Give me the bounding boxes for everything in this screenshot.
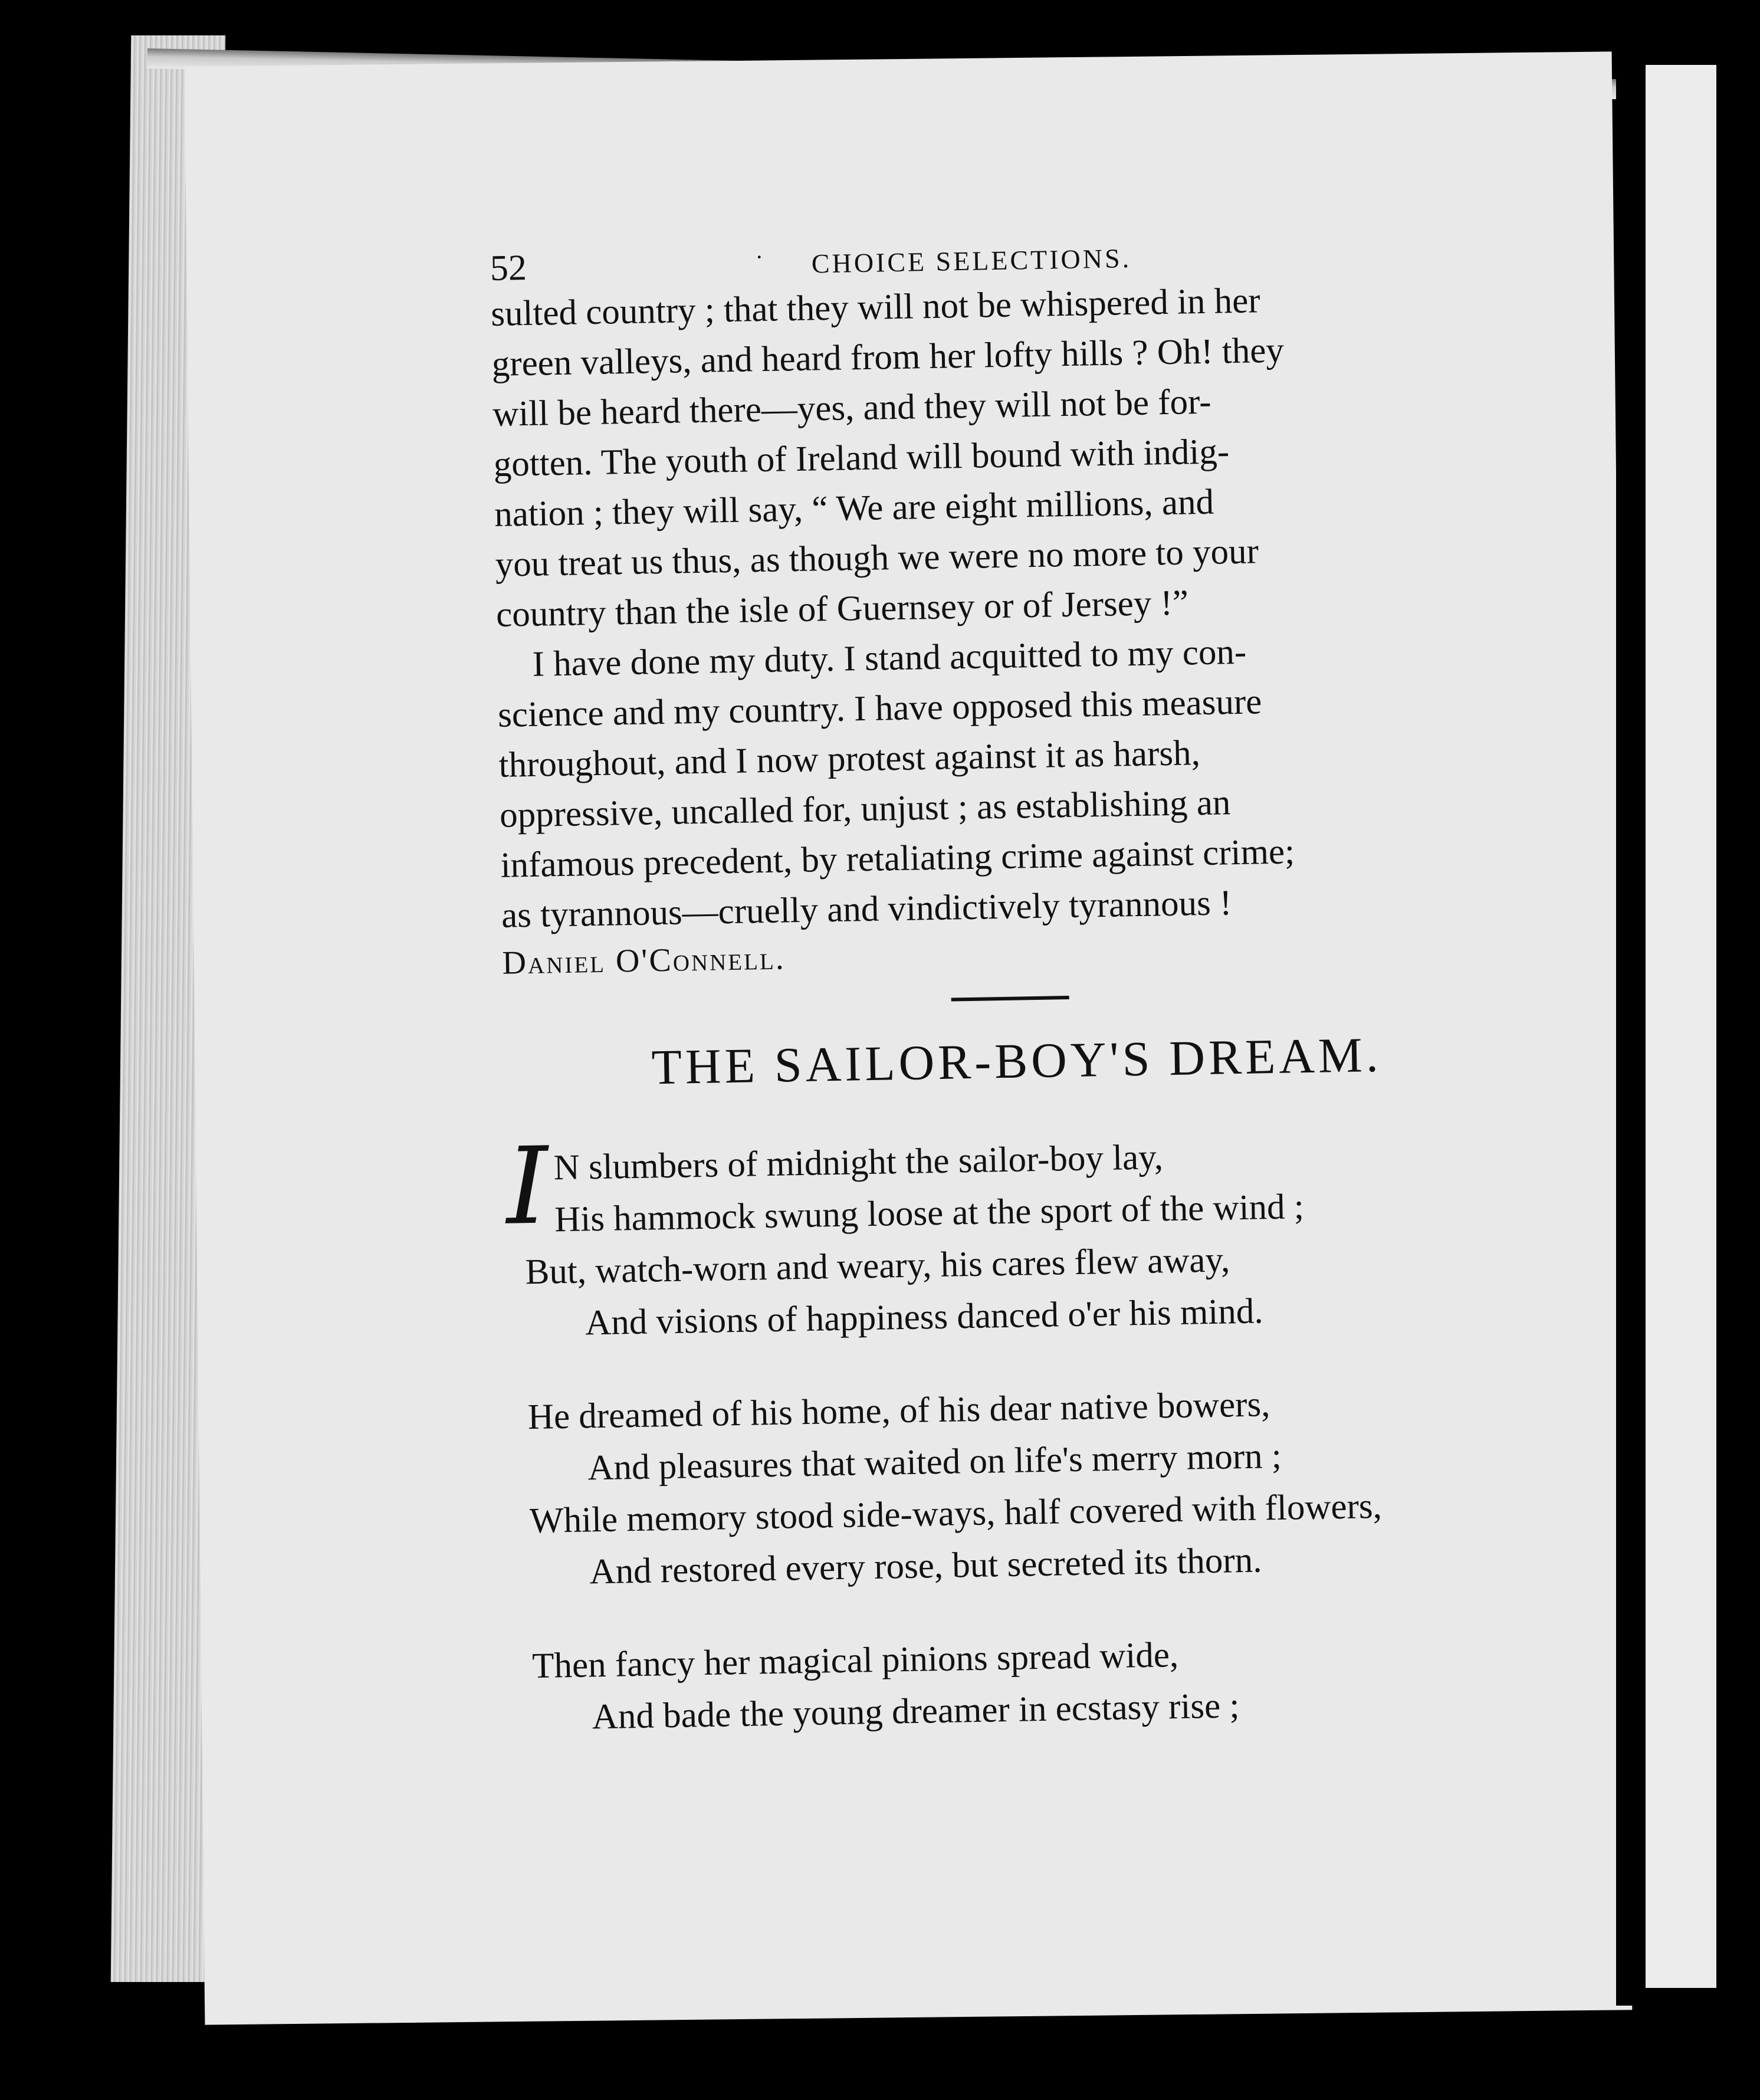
verse-line: And visions of happiness danced o'er his mind.: [585, 1291, 1264, 1343]
book-gutter: [1616, 53, 1634, 2006]
verse-line: While memory stood side-ways, half covered with flowers,: [529, 1486, 1383, 1541]
text-line: green valleys, and heard from her lofty hills ? Oh! they: [491, 330, 1285, 384]
text-line: you treat us thus, as though we were no more to your: [495, 531, 1259, 585]
text-line: sulted country ; that they will not be whispered in her: [490, 281, 1261, 334]
author-signature: Daniel O'Connell.: [501, 940, 786, 982]
paragraph-2: [497, 622, 1505, 941]
stray-mark: ·: [755, 243, 764, 271]
paragraph-1: [491, 271, 1499, 640]
dropcap-letter: I: [505, 1124, 550, 1249]
verse-line: And restored every rose, but secreted its thorn.: [589, 1540, 1262, 1592]
text-line: nation ; they will say, “ We are eight millions, and: [494, 482, 1214, 534]
text-line: infamous precedent, by retaliating crime against crime;: [500, 832, 1295, 885]
text-line: gotten. The youth of Ireland will bound with indig-: [493, 432, 1230, 484]
verse-line: And pleasures that waited on life's merry morn ;: [587, 1436, 1282, 1488]
verse-line: He dreamed of his home, of his dear native bowers,: [527, 1384, 1270, 1438]
stanza: [510, 1374, 1516, 1600]
stanza: [514, 1623, 1519, 1745]
facing-page-edge: [1646, 65, 1716, 1988]
prose-section: [491, 271, 1505, 982]
poem-body: [505, 1126, 1519, 1745]
text-line: oppressive, uncalled for, unjust ; as establishing an: [499, 783, 1231, 835]
text-line: throughout, and I now protest against it as harsh,: [498, 733, 1201, 785]
verse-line: Then fancy her magical pinions spread wide,: [531, 1635, 1179, 1686]
verse-line: His hammock swung loose at the sport of the wind ;: [554, 1187, 1305, 1240]
stanza: [505, 1126, 1512, 1351]
text-line: as tyrannous—cruelly and vindictively tyrannous !: [501, 883, 1232, 936]
text-line: I have done my duty. I stand acquitted to my con-: [532, 632, 1247, 684]
running-head: CHOICE SELECTIONS.: [811, 243, 1132, 279]
section-divider: [951, 996, 1069, 1001]
page-number: 52: [490, 247, 527, 288]
text-line: science and my country. I have opposed this measure: [497, 682, 1262, 735]
poem-title: THE SAILOR-BOY'S DREAM.: [651, 1027, 1383, 1095]
text-line: will be heard there—yes, and they will not be for-: [492, 382, 1212, 434]
page-content: [490, 218, 1519, 1786]
text-line: country than the isle of Guernsey or of Jersey !”: [495, 583, 1189, 635]
verse-line: But, watch-worn and weary, his cares flew away,: [525, 1240, 1230, 1292]
verse-line: And bade the young dreamer in ecstasy rise ;: [592, 1686, 1240, 1737]
verse-line: N slumbers of midnight the sailor-boy lay,: [553, 1137, 1164, 1188]
